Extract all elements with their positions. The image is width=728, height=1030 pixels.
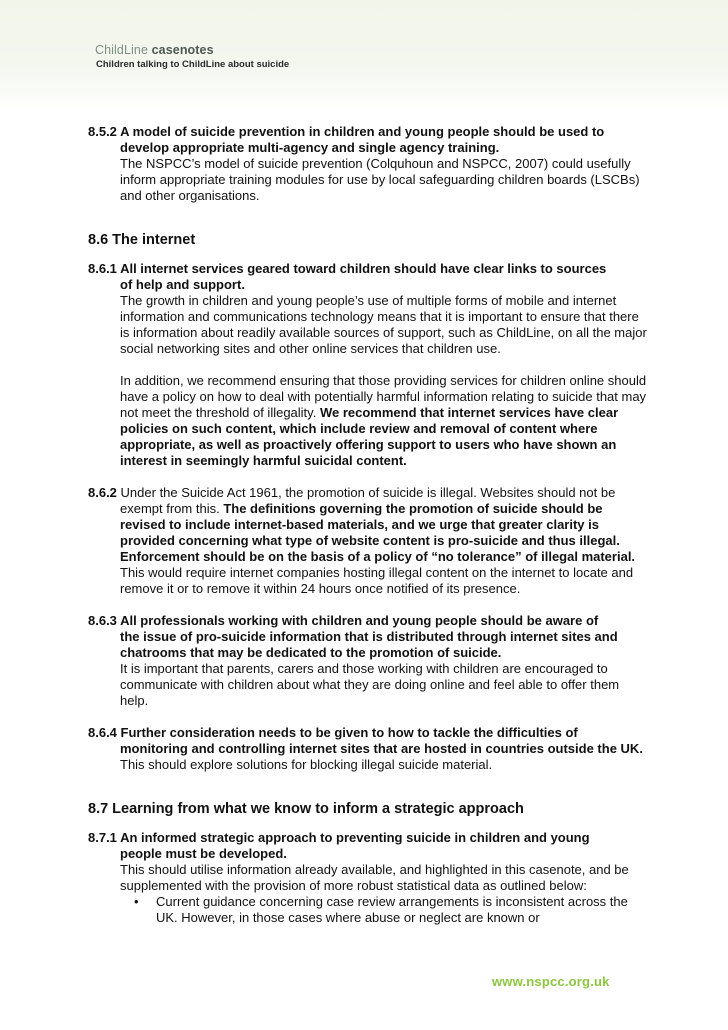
item-heading: All internet services geared toward children should have clear links to sources xyxy=(120,261,607,276)
item-number: 8.6.1 xyxy=(88,261,117,276)
section-title-8-6: 8.6 The internet xyxy=(88,232,196,248)
item-heading: All professionals working with children and young people should be aware of xyxy=(120,613,599,628)
document-body xyxy=(88,124,648,926)
item-number: 8.6.4 xyxy=(88,725,117,740)
item-heading-cont: develop appropriate multi-agency and single agency training. xyxy=(120,140,500,155)
item-number: 8.6.3 xyxy=(88,613,117,628)
item-number: 8.5.2 xyxy=(88,124,117,139)
section-title-8-7: 8.7 Learning from what we know to inform a strategic approach xyxy=(88,801,524,817)
item-heading-cont: monitoring and controlling internet sites that are hosted in countries outside the UK. xyxy=(120,741,643,756)
section-8-6-2 xyxy=(88,485,648,597)
item-heading-cont: of help and support. xyxy=(120,277,245,292)
item-body: The NSPCC’s model of suicide prevention (Colquhoun and NSPCC, 2007) could usefully inform appropriate training modules for use by local safeguarding children boards (LSCBs) and other organisations. xyxy=(120,156,640,203)
item-number: 8.7.1 xyxy=(88,830,117,845)
item-body: The growth in children and young people’s use of multiple forms of mobile and internet information and communications technology means that it is important to ensure that there is information about readily available sources of support, such as ChildLine, on all the major social networking sites and other online services that children use. xyxy=(120,293,647,356)
item-body: It is important that parents, carers and those working with children are encouraged to communicate with children about what they are doing online and feel able to offer them help. xyxy=(120,661,620,708)
bullet-list xyxy=(132,894,648,926)
item-body: This should explore solutions for blocking illegal suicide material. xyxy=(120,757,493,772)
item-emphasis: The definitions governing the promotion of suicide should be revised to include internet-based materials, and we urge that greater clarity is provided concerning what type of website content is pro-suicide and thus illegal. Enforcement should be on the basis of a policy of “no tolerance” of illegal material. xyxy=(120,501,636,564)
item-text-cont xyxy=(120,501,648,597)
item-heading: An informed strategic approach to preventing suicide in children and young xyxy=(120,830,590,845)
brand-bold: casenotes xyxy=(151,43,214,57)
item-text: Under the Suicide Act 1961, the promotion of suicide is illegal. Websites should not be xyxy=(120,485,616,500)
body-2-text: In addition, we recommend ensuring that those providing services for children online should have a policy on how to deal with potentially harmful information relating to suicide that may not meet the threshold of illegality. xyxy=(120,373,647,420)
header-subtitle: Children talking to ChildLine about suicide xyxy=(96,59,290,70)
item-heading: A model of suicide prevention in children and young people should be used to xyxy=(120,124,605,139)
footer-url: www.nspcc.org.uk xyxy=(492,974,610,989)
section-8-6-1 xyxy=(88,261,648,469)
item-heading-cont: people must be developed. xyxy=(120,846,287,861)
section-8-5-2 xyxy=(88,124,648,204)
item-body: This should utilise information already available, and highlighted in this casenote, and be supplemented with the provision of more robust statistical data as outlined below: xyxy=(120,862,629,893)
item-text-b: exempt from this. xyxy=(120,501,220,516)
section-8-6-3 xyxy=(88,613,648,709)
body-2-emphasis: We recommend that internet services have clear policies on such content, which include review and removal of content where appropriate, as well as proactively offering support to users who have shown an interest in seemingly harmful suicidal content. xyxy=(120,405,619,468)
section-8-7-1 xyxy=(88,830,648,926)
item-number: 8.6.2 xyxy=(88,485,117,500)
item-body-2 xyxy=(120,373,648,469)
item-heading: Further consideration needs to be given to how to tackle the difficulties of xyxy=(120,725,578,740)
brand-plain: ChildLine xyxy=(95,43,149,57)
item-tail: This would require internet companies hosting illegal content on the internet to locate and remove it or to remove it within 24 hours once notified of its presence. xyxy=(120,565,634,596)
item-heading-cont: the issue of pro-suicide information that is distributed through internet sites and chatrooms that may be dedicated to the promotion of suicide. xyxy=(120,629,618,660)
section-8-6-4 xyxy=(88,725,648,773)
list-item: • Current guidance concerning case review arrangements is inconsistent across the UK. However, in those cases where abuse or neglect are known or xyxy=(132,894,648,926)
brand-logo xyxy=(95,43,214,57)
